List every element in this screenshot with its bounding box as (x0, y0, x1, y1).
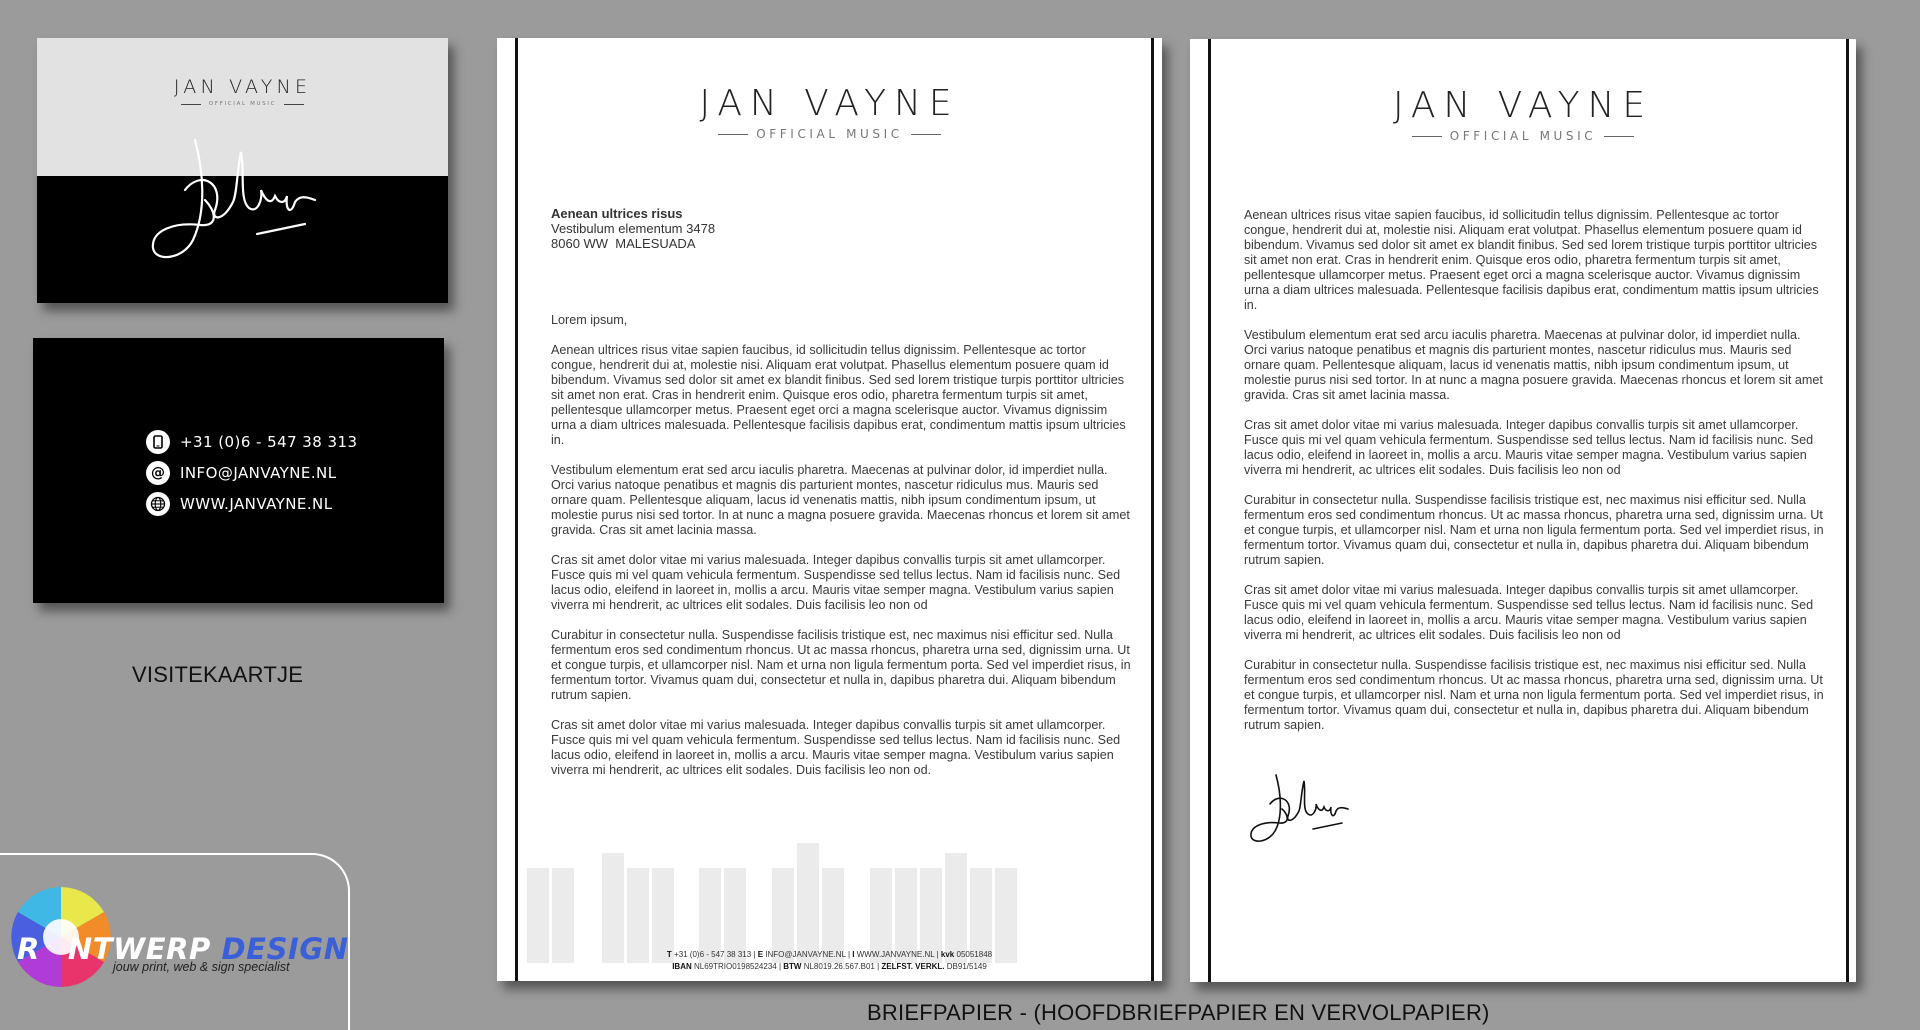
letter-paragraph: Aenean ultrices risus vitae sapien faucibus, id sollicitudin tellus dignissim. Pellentesque ac tortor congue, hendrerit dui at, molestie nisi. Aliquam erat volutpat. Phasellus elementum posuere quam id bibendum. Vivamus sed dolor sit amet ex blandit finibus. Sed sed lorem tristique turpis porttitor ultricies sit amet non erat. Cras in hendrerit enim. Quisque eros odio, pharetra fermentum turpis sit amet, pellentesque ullamcorper metus. Praesent eget orci a magna scelerisque auctor. Vivamus dignissim urna a diam ultrices malesuada. Pellentesque facilisis dapibus erat, condimentum mattis ipsum ultricies in. (1244, 208, 1819, 312)
letterhead-follow-page (1190, 39, 1856, 982)
piano-keys-watermark (527, 828, 1127, 963)
phone-icon (146, 430, 170, 454)
footer-btw-label: BTW (783, 962, 802, 971)
caption-letterhead: BRIEFPAPIER - (HOOFDBRIEFPAPIER EN VERVOLPAPIER) (867, 1000, 1490, 1025)
letter-paragraph: Cras sit amet dolor vitae mi varius malesuada. Integer dapibus convallis turpis sit amet ullamcorper. Fusce quis mi vel quam vehicula fermentum. Suspendisse sed tellus lectus. Nam id facilisis nunc. Sed lacus odio, eleifend in laoreet in, mollis a arcu. Mauris vitae semper magna. Vestibulum varius sapien viverra mi hendrerit, ac ultrices elit sodales. Duis facilisis leo non od. (551, 718, 1121, 777)
subtitle-dash-right (284, 104, 304, 105)
letter-paragraph: Vestibulum elementum erat sed arcu iaculis pharetra. Maecenas at pulvinar dolor, id imperdiet nulla. Orci varius natoque penatibus et magnis dis parturient montes, nascetur ridiculus mus. Mauris sed ornare quam. Pellentesque aliquam, lacus id venenatis mattis, nibh ipsum condimentum ipsum, ut molestie purus nisi sed tortor. In at nunc a magna posuere gravida. Maecenas rhoncus et lorem sit amet gravida. Cras sit amet lacinia massa. (1244, 328, 1823, 402)
footer-zelfst-label: ZELFST. VERKL. (881, 962, 945, 971)
logo-design: DESIGN (221, 932, 349, 966)
subtitle-dash-right (1604, 136, 1634, 137)
page-border-right (1846, 39, 1849, 982)
letter-body (551, 313, 1131, 793)
page-border-left (515, 38, 518, 981)
footer-t-label: T (666, 950, 672, 959)
contact-row-website (146, 488, 358, 519)
letter-paragraph: Curabitur in consectetur nulla. Suspendisse facilisis tristique est, nec maximus nisi efficitur sed. Nulla fermentum eros sed condimentum rhoncus. Ut ac massa rhoncus, pharetra urna sed, dignissim urna. Ut et congue turpis, et ullamcorper nisl. Nam et urna non ligula fermentum porta. Sed vel imperdiet risus, in fermentum tortor. Vivamus quam dui, consectetur et nulla in, dapibus pharetra dui. Aliquam bibendum rutrum sapien. (551, 628, 1131, 702)
letter-paragraph: Curabitur in consectetur nulla. Suspendisse facilisis tristique est, nec maximus nisi efficitur sed. Nulla fermentum eros sed condimentum rhoncus. Ut ac massa rhoncus, pharetra urna sed, dignissim urna. Ut et congue turpis, et ullamcorper nisl. Nam et urna non ligula fermentum porta. Sed vel imperdiet risus, in fermentum tortor. Vivamus quam dui, consectetur et nulla in, dapibus pharetra dui. Aliquam bibendum rutrum sapien. (1244, 658, 1824, 732)
letter-paragraph: Cras sit amet dolor vitae mi varius malesuada. Integer dapibus convallis turpis sit amet ullamcorper. Fusce quis mi vel quam vehicula fermentum. Suspendisse sed tellus lectus. Nam id facilisis nunc. Sed lacus odio, eleifend in laoreet in, mollis a arcu. Mauris vitae semper magna. Vestibulum varius sapien viverra mi hendrerit, ac ultrices elit sodales. Duis facilisis leo non od (551, 553, 1121, 612)
letter-paragraph: Curabitur in consectetur nulla. Suspendisse facilisis tristique est, nec maximus nisi efficitur sed. Nulla fermentum eros sed condimentum rhoncus. Ut ac massa rhoncus, pharetra urna sed, dignissim urna. Ut et congue turpis, et ullamcorper nisl. Nam et urna non ligula fermentum porta. Sed vel imperdiet risus, in fermentum tortor. Vivamus quam dui, consectetur et nulla in, dapibus pharetra dui. Aliquam bibendum rutrum sapien. (1244, 493, 1824, 567)
letter-paragraph: Cras sit amet dolor vitae mi varius malesuada. Integer dapibus convallis turpis sit amet ullamcorper. Fusce quis mi vel quam vehicula fermentum. Suspendisse sed tellus lectus. Nam id facilisis nunc. Sed lacus odio, eleifend in laoreet in, mollis a arcu. Mauris vitae semper magna. Vestibulum varius sapien viverra mi hendrerit, ac ultrices elit sodales. Duis facilisis leo non od (1244, 418, 1814, 477)
card-brand-subtitle (37, 101, 448, 107)
caption-business-card: VISITEKAARTJE (132, 662, 304, 687)
logo-letter-r: R (17, 932, 40, 966)
follow-brand-subtitle-text: OFFICIAL MUSIC (1449, 129, 1597, 143)
footer-line-1: T +31 (0)6 - 547 38 313 | E INFO@JANVAYNE.NL | I WWW.JANVAYNE.NL | kvk 05051848 (666, 950, 993, 959)
business-card-back (33, 338, 444, 603)
footer-i-label: I (852, 950, 855, 959)
letterhead-main-page (497, 38, 1162, 981)
letterhead-brand-subtitle (497, 127, 1162, 141)
business-card-front (37, 38, 448, 303)
globe-icon (146, 492, 170, 516)
footer-website: WWW.JANVAYNE.NL (856, 950, 935, 959)
footer-iban: NL69TRIO0198524234 (693, 962, 777, 971)
footer-kvk-label: kvk (940, 950, 955, 959)
footer-zelfst: DB91/5149 (946, 962, 987, 971)
follow-brand-subtitle (1190, 129, 1856, 143)
letterhead-footer (497, 949, 1162, 973)
footer-phone: +31 (0)6 - 547 38 313 (674, 950, 752, 959)
letter-greeting: Lorem ipsum, (551, 313, 628, 327)
recipient-address (551, 206, 715, 251)
footer-line-2: IBAN NL69TRIO0198524234 | BTW NL8019.26.567.B01 | ZELFST. VERKL. DB91/5149 (672, 962, 987, 971)
subtitle-dash-right (911, 134, 941, 135)
logo-ontwerp: NTWERP (67, 932, 211, 966)
footer-e-label: E (757, 950, 764, 959)
subtitle-dash-left (181, 104, 201, 105)
letterhead-brand-subtitle-text: OFFICIAL MUSIC (756, 127, 903, 141)
address-city: 8060 WW MALESUADA (551, 236, 696, 251)
contact-row-email (146, 457, 358, 488)
address-street: Vestibulum elementum 3478 (551, 221, 716, 236)
footer-kvk: 05051848 (956, 950, 993, 959)
contact-row-phone (146, 426, 358, 457)
card-brand-name: JAN VAYNE (173, 76, 312, 98)
footer-email: INFO@JANVAYNE.NL (765, 950, 846, 959)
letterhead-brand-name: JAN VAYNE (699, 83, 960, 124)
signature-white (145, 130, 345, 280)
letter-paragraph: Cras sit amet dolor vitae mi varius malesuada. Integer dapibus convallis turpis sit amet ullamcorper. Fusce quis mi vel quam vehicula fermentum. Suspendisse sed tellus lectus. Nam id facilisis nunc. Sed lacus odio, eleifend in laoreet in, mollis a arcu. Mauris vitae semper magna. Vestibulum varius sapien viverra mi hendrerit, ac ultrices elit sodales. Duis facilisis leo non od (1244, 583, 1814, 642)
contact-phone-text: +31 (0)6 - 547 38 313 (180, 432, 358, 451)
follow-letter-body (1244, 208, 1824, 748)
subtitle-dash-left (718, 134, 748, 135)
contact-website-text: WWW.JANVAYNE.NL (180, 494, 333, 513)
contact-email-text: INFO@JANVAYNE.NL (180, 463, 337, 482)
footer-iban-label: IBAN (672, 962, 692, 971)
at-icon: @ (146, 461, 170, 485)
page-border-right (1151, 38, 1154, 981)
follow-brand-name: JAN VAYNE (1392, 85, 1654, 126)
subtitle-dash-left (1412, 136, 1442, 137)
page-border-left (1208, 39, 1211, 982)
letter-paragraph: Vestibulum elementum erat sed arcu iaculis pharetra. Maecenas at pulvinar dolor, id imperdiet nulla. Orci varius natoque penatibus et magnis dis parturient montes, nascetur ridiculus mus. Mauris sed ornare quam. Pellentesque aliquam, lacus id venenatis mattis, nibh ipsum condimentum ipsum, ut molestie purus nisi sed tortor. In at nunc a magna posuere gravida. Maecenas rhoncus et lorem sit amet gravida. Cras sit amet lacinia massa. (551, 463, 1130, 537)
card-brand-subtitle-text: OFFICIAL MUSIC (208, 101, 277, 107)
signature-black (1246, 769, 1376, 849)
logo-tagline: jouw print, web & sign specialist (113, 960, 290, 974)
letter-paragraph: Aenean ultrices risus vitae sapien faucibus, id sollicitudin tellus dignissim. Pellentesque ac tortor congue, hendrerit dui at, molestie nisi. Aliquam erat volutpat. Phasellus elementum posuere quam id bibendum. Vivamus sed dolor sit amet ex blandit finibus. Sed sed lorem tristique turpis porttitor ultricies sit amet non erat. Cras in hendrerit enim. Quisque eros odio, pharetra fermentum turpis sit amet, pellentesque ullamcorper metus. Praesent eget orci a magna scelerisque auctor. Vivamus dignissim urna a diam ultrices malesuada. Pellentesque facilisis dapibus erat, condimentum mattis ipsum ultricies in. (551, 343, 1126, 447)
contact-list (146, 426, 358, 519)
footer-btw: NL8019.26.567.B01 (803, 962, 875, 971)
address-name: Aenean ultrices risus (551, 206, 683, 221)
